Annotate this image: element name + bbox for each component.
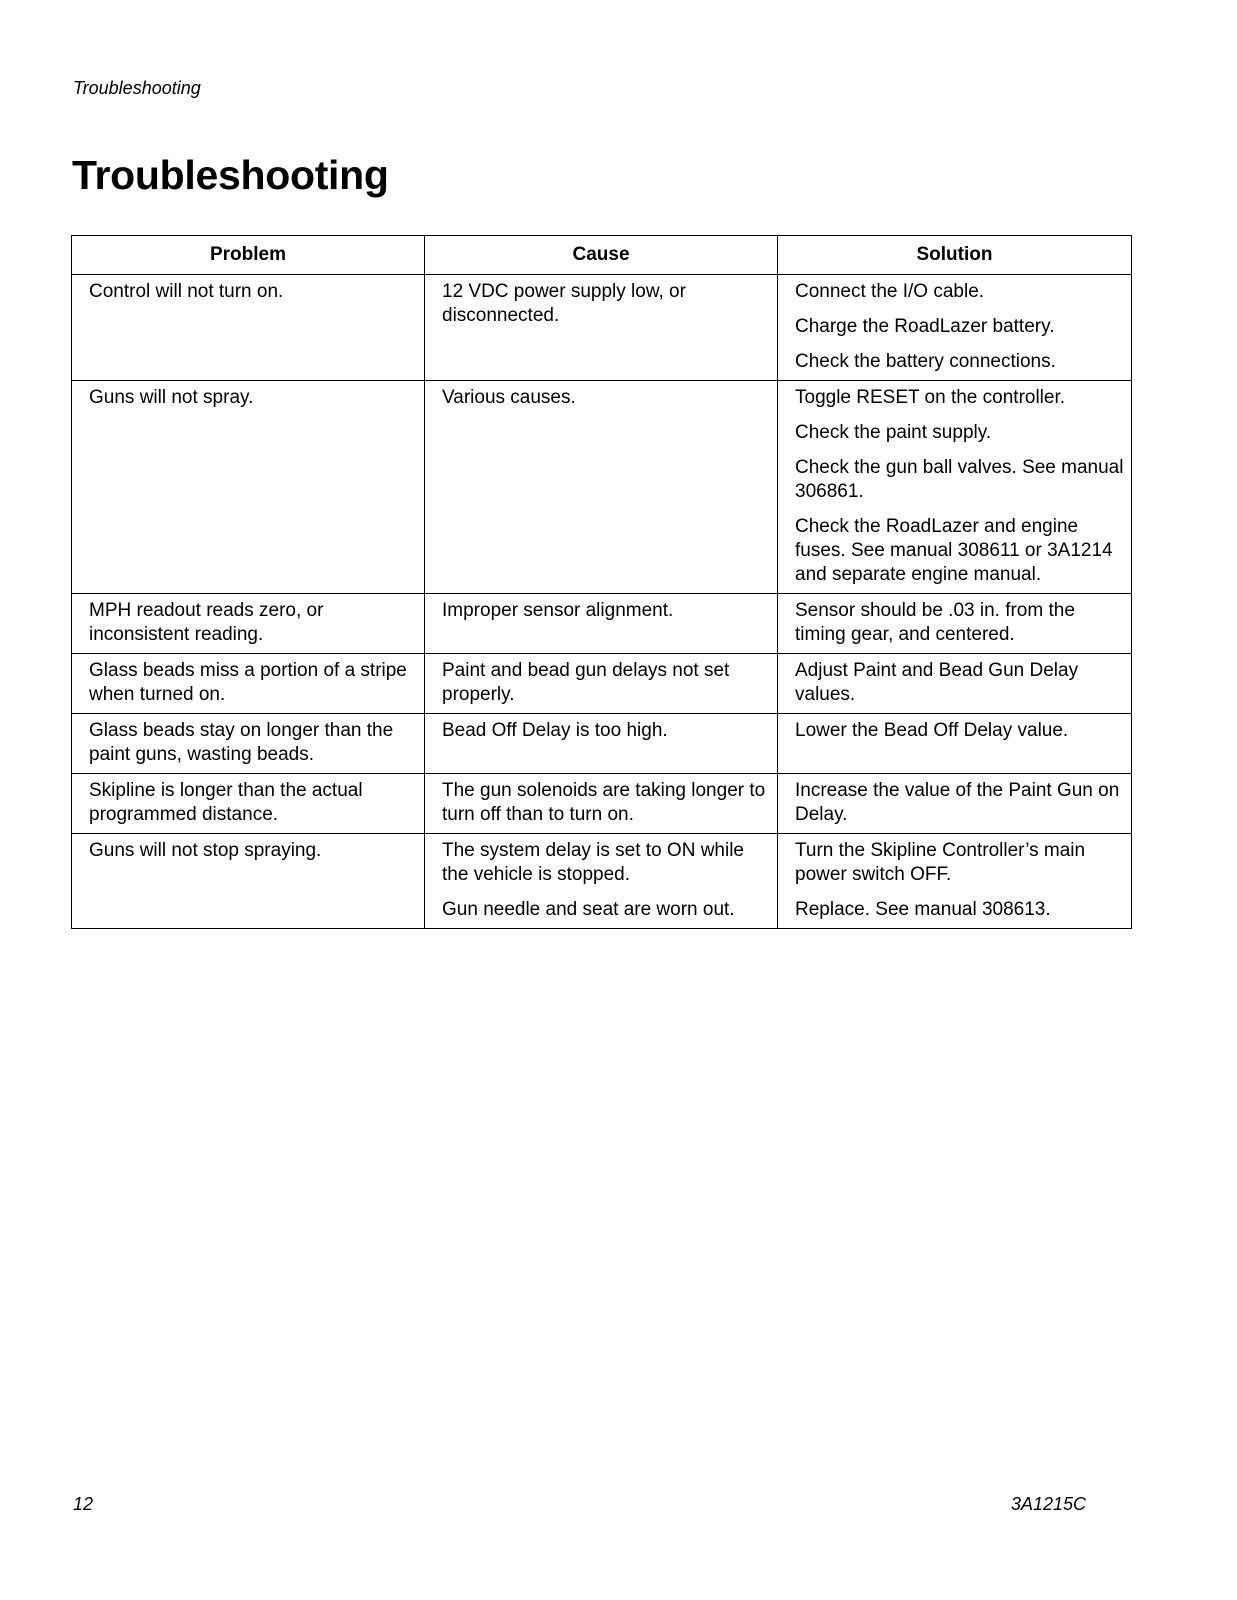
cause-text: Various causes. bbox=[442, 387, 576, 408]
problem-text: Guns will not spray. bbox=[89, 387, 254, 408]
cause-text: The system delay is set to ON while the vehicle is stopped. bbox=[442, 840, 744, 885]
solution-cell bbox=[778, 774, 1132, 834]
solution-text: Increase the value of the Paint Gun on Delay. bbox=[795, 780, 1120, 825]
table-row bbox=[72, 714, 1132, 774]
solution-cell bbox=[778, 654, 1132, 714]
solution-cell bbox=[778, 594, 1132, 654]
solution-text: Check the paint supply. bbox=[795, 422, 992, 443]
cause-text: The gun solenoids are taking longer to turn off than to turn on. bbox=[442, 780, 766, 825]
cause-text: Gun needle and seat are worn out. bbox=[442, 899, 735, 920]
page-title: Troubleshooting bbox=[72, 152, 389, 198]
header-solution: Solution bbox=[778, 236, 1132, 275]
solution-text: Turn the Skipline Controller’s main power switch OFF. bbox=[795, 840, 1086, 885]
solution-cell bbox=[778, 381, 1132, 594]
table-row bbox=[72, 381, 1132, 594]
cause-cell bbox=[425, 275, 778, 381]
solution-text: Adjust Paint and Bead Gun Delay values. bbox=[795, 660, 1079, 705]
solution-text: Lower the Bead Off Delay value. bbox=[795, 720, 1069, 741]
solution-text: Connect the I/O cable. bbox=[795, 281, 985, 302]
problem-cell bbox=[72, 275, 425, 381]
problem-text: Guns will not stop spraying. bbox=[89, 840, 322, 861]
problem-cell bbox=[72, 714, 425, 774]
solution-cell bbox=[778, 714, 1132, 774]
table-row bbox=[72, 594, 1132, 654]
troubleshooting-table bbox=[71, 235, 1132, 929]
solution-cell bbox=[778, 275, 1132, 381]
problem-text: Control will not turn on. bbox=[89, 281, 284, 302]
table-row bbox=[72, 275, 1132, 381]
table-row bbox=[72, 654, 1132, 714]
problem-cell bbox=[72, 594, 425, 654]
cause-text: Paint and bead gun delays not set properly. bbox=[442, 660, 730, 705]
cause-cell bbox=[425, 834, 778, 929]
problem-cell bbox=[72, 834, 425, 929]
cause-cell bbox=[425, 774, 778, 834]
solution-text: Check the RoadLazer and engine fuses. See manual 308611 or 3A1214 and separate engine manual. bbox=[795, 516, 1113, 585]
cause-cell bbox=[425, 381, 778, 594]
problem-cell bbox=[72, 654, 425, 714]
problem-cell bbox=[72, 774, 425, 834]
problem-text: Glass beads stay on longer than the paint guns, wasting beads. bbox=[89, 720, 394, 765]
document-id: 3A1215C bbox=[1011, 1494, 1087, 1514]
problem-cell bbox=[72, 381, 425, 594]
table-row bbox=[72, 834, 1132, 929]
problem-text: Skipline is longer than the actual programmed distance. bbox=[89, 780, 363, 825]
solution-text: Charge the RoadLazer battery. bbox=[795, 316, 1055, 337]
cause-cell bbox=[425, 714, 778, 774]
cause-cell bbox=[425, 654, 778, 714]
table-row bbox=[72, 774, 1132, 834]
header-cause: Cause bbox=[425, 236, 778, 275]
problem-text: MPH readout reads zero, or inconsistent reading. bbox=[89, 600, 324, 645]
header-problem: Problem bbox=[72, 236, 425, 275]
table-header-row bbox=[72, 236, 1132, 275]
cause-cell bbox=[425, 594, 778, 654]
solution-text: Check the battery connections. bbox=[795, 351, 1056, 372]
cause-text: Bead Off Delay is too high. bbox=[442, 720, 668, 741]
solution-text: Replace. See manual 308613. bbox=[795, 899, 1051, 920]
solution-cell bbox=[778, 834, 1132, 929]
solution-text: Check the gun ball valves. See manual 306861. bbox=[795, 457, 1124, 502]
problem-text: Glass beads miss a portion of a stripe when turned on. bbox=[89, 660, 407, 705]
cause-text: 12 VDC power supply low, or disconnected. bbox=[442, 281, 686, 326]
page-number: 12 bbox=[73, 1494, 94, 1514]
solution-text: Sensor should be .03 in. from the timing gear, and centered. bbox=[795, 600, 1075, 645]
cause-text: Improper sensor alignment. bbox=[442, 600, 674, 621]
running-header: Troubleshooting bbox=[73, 78, 201, 98]
solution-text: Toggle RESET on the controller. bbox=[795, 387, 1066, 408]
